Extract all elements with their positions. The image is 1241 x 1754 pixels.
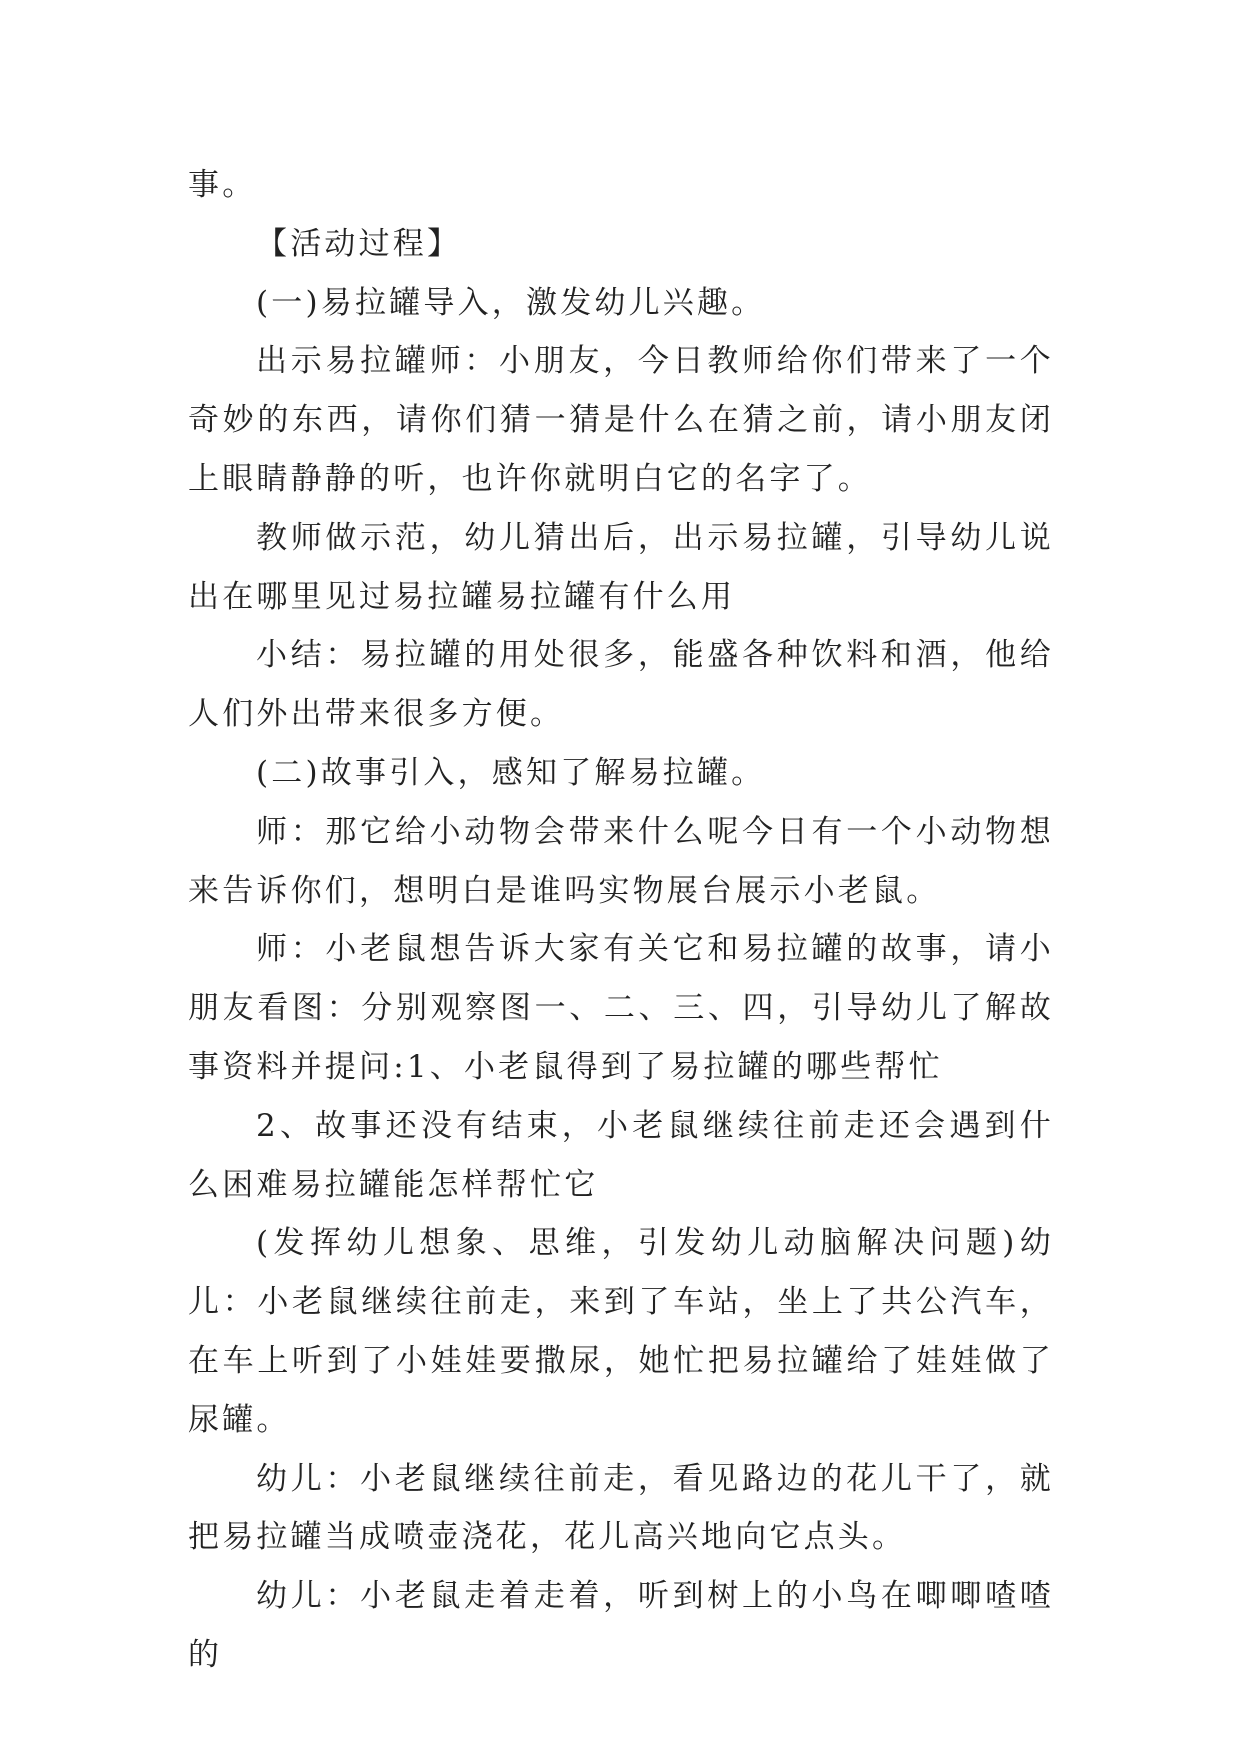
paragraph: 幼儿：小老鼠继续往前走，看见路边的花儿干了，就把易拉罐当成喷壶浇花，花儿高兴地向它点头。	[188, 1460, 1054, 1556]
paragraph: 师：小老鼠想告诉大家有关它和易拉罐的故事，请小朋友看图：分别观察图一、二、三、四，引导幼儿了解故事资料并提问:1、小老鼠得到了易拉罐的哪些帮忙	[188, 931, 1054, 1085]
paragraph: 出示易拉罐师：小朋友，今日教师给你们带来了一个奇妙的东西，请你们猜一猜是什么在猜之前，请小朋友闭上眼睛静静的听，也许你就明白它的名字了。	[188, 343, 1054, 497]
paragraph: (发挥幼儿想象、思维，引发幼儿动脑解决问题)幼儿：小老鼠继续往前走，来到了车站，坐上了共公汽车，在车上听到了小娃娃要撒尿，她忙把易拉罐给了娃娃做了尿罐。	[188, 1225, 1054, 1438]
paragraph: 师：那它给小动物会带来什么呢今日有一个小动物想来告诉你们，想明白是谁吗实物展台展示小老鼠。	[188, 813, 1054, 909]
paragraph: 教师做示范，幼儿猜出后，出示易拉罐，引导幼儿说出在哪里见过易拉罐易拉罐有什么用	[188, 519, 1054, 615]
document-body	[188, 156, 1054, 1685]
subheading-part-two: (二)故事引入，感知了解易拉罐。	[256, 754, 766, 791]
paragraph-continuation: 事。	[188, 167, 257, 203]
subheading-part-one: (一)易拉罐导入，激发幼儿兴趣。	[256, 284, 766, 321]
paragraph-summary: 小结：易拉罐的用处很多，能盛各种饮料和酒，他给人们外出带来很多方便。	[188, 637, 1054, 733]
paragraph-question: 2、故事还没有结束，小老鼠继续往前走还会遇到什么困难易拉罐能怎样帮忙它	[188, 1107, 1054, 1203]
paragraph: 幼儿：小老鼠走着走着，听到树上的小鸟在唧唧喳喳的	[188, 1578, 1054, 1673]
section-heading-activity-process: 【活动过程】	[256, 225, 462, 262]
